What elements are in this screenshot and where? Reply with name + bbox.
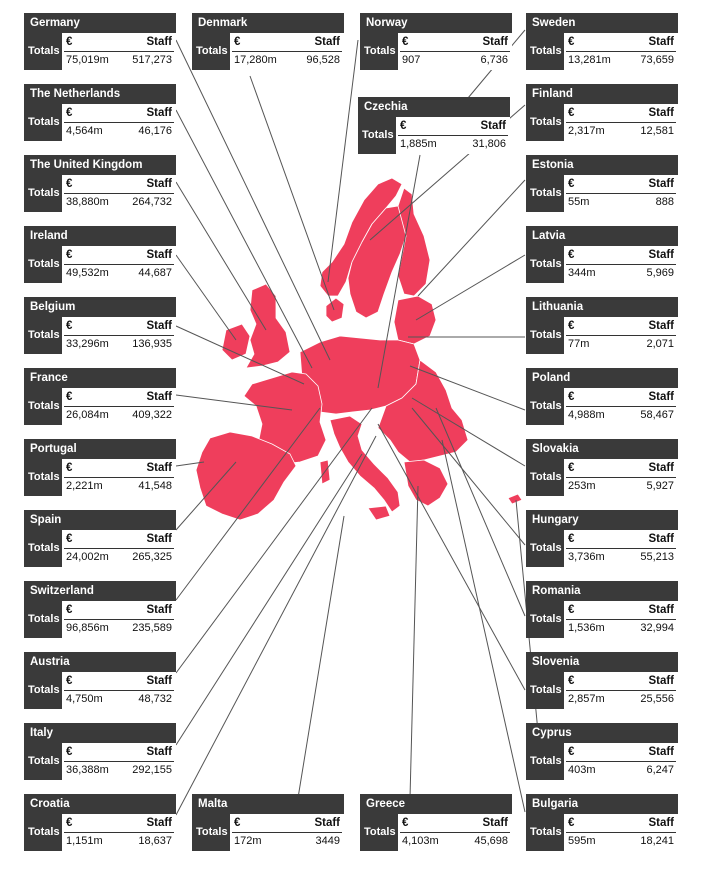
staff-header: Staff xyxy=(146,36,172,48)
divider xyxy=(566,193,676,194)
card-body xyxy=(192,814,344,851)
card-body xyxy=(24,743,176,780)
country-card-ireland xyxy=(24,226,176,283)
card-body xyxy=(526,33,678,70)
country-card-estonia xyxy=(526,155,678,212)
eur-value: 33,296m xyxy=(66,338,109,350)
country-card-poland xyxy=(526,368,678,425)
staff-value: 5,927 xyxy=(646,480,674,492)
currency-header: € xyxy=(402,36,409,48)
staff-value: 18,637 xyxy=(138,835,172,847)
eur-value: 49,532m xyxy=(66,267,109,279)
currency-header: € xyxy=(66,746,73,758)
staff-value: 18,241 xyxy=(640,835,674,847)
country-card-czechia xyxy=(358,97,510,154)
staff-header: Staff xyxy=(146,533,172,545)
staff-header: Staff xyxy=(146,178,172,190)
totals-label: Totals xyxy=(526,459,564,496)
eur-value: 26,084m xyxy=(66,409,109,421)
totals-label: Totals xyxy=(526,33,564,70)
staff-header: Staff xyxy=(146,675,172,687)
card-body xyxy=(24,104,176,141)
divider xyxy=(566,761,676,762)
country-card-romania xyxy=(526,581,678,638)
country-card-the-united-kingdom xyxy=(24,155,176,212)
divider xyxy=(64,193,174,194)
totals-label: Totals xyxy=(24,317,62,354)
divider xyxy=(64,832,174,833)
country-name: Lithuania xyxy=(526,297,678,317)
divider xyxy=(64,51,174,52)
eur-value: 55m xyxy=(568,196,590,208)
divider xyxy=(566,619,676,620)
eur-value: 1,885m xyxy=(400,138,437,150)
leader-line-latvia xyxy=(416,255,525,320)
divider xyxy=(64,335,174,336)
currency-header: € xyxy=(568,249,575,261)
totals-label: Totals xyxy=(526,175,564,212)
staff-header: Staff xyxy=(314,817,340,829)
eur-value: 96,856m xyxy=(66,622,109,634)
country-card-cyprus xyxy=(526,723,678,780)
divider xyxy=(64,761,174,762)
card-body xyxy=(526,104,678,141)
totals-label: Totals xyxy=(526,672,564,709)
country-name: Norway xyxy=(360,13,512,33)
totals-label: Totals xyxy=(24,246,62,283)
country-name: Cyprus xyxy=(526,723,678,743)
currency-header: € xyxy=(568,533,575,545)
eur-value: 38,880m xyxy=(66,196,109,208)
currency-header: € xyxy=(568,107,575,119)
card-body xyxy=(192,33,344,70)
country-name: Czechia xyxy=(358,97,510,117)
eur-value: 4,750m xyxy=(66,693,103,705)
currency-header: € xyxy=(66,817,73,829)
card-body xyxy=(24,530,176,567)
totals-label: Totals xyxy=(192,33,230,70)
country-name: Spain xyxy=(24,510,176,530)
card-body xyxy=(526,530,678,567)
eur-value: 17,280m xyxy=(234,54,277,66)
staff-header: Staff xyxy=(648,320,674,332)
country-card-malta xyxy=(192,794,344,851)
country-name: Italy xyxy=(24,723,176,743)
country-name: France xyxy=(24,368,176,388)
divider xyxy=(64,548,174,549)
staff-header: Staff xyxy=(648,817,674,829)
staff-value: 409,322 xyxy=(132,409,172,421)
eur-value: 1,151m xyxy=(66,835,103,847)
staff-header: Staff xyxy=(648,675,674,687)
staff-value: 44,687 xyxy=(138,267,172,279)
card-body xyxy=(526,246,678,283)
totals-label: Totals xyxy=(360,33,398,70)
currency-header: € xyxy=(568,817,575,829)
card-body xyxy=(526,672,678,709)
staff-header: Staff xyxy=(648,462,674,474)
country-card-the-netherlands xyxy=(24,84,176,141)
divider xyxy=(398,135,508,136)
totals-label: Totals xyxy=(526,530,564,567)
staff-header: Staff xyxy=(146,817,172,829)
country-card-switzerland xyxy=(24,581,176,638)
country-card-greece xyxy=(360,794,512,851)
country-card-austria xyxy=(24,652,176,709)
country-name: The United Kingdom xyxy=(24,155,176,175)
eur-value: 2,221m xyxy=(66,480,103,492)
leader-line-ireland xyxy=(176,255,236,340)
currency-header: € xyxy=(66,462,73,474)
totals-label: Totals xyxy=(526,601,564,638)
eur-value: 4,988m xyxy=(568,409,605,421)
country-name: Slovakia xyxy=(526,439,678,459)
staff-header: Staff xyxy=(648,36,674,48)
currency-header: € xyxy=(402,817,409,829)
card-body xyxy=(24,33,176,70)
leader-line-estonia xyxy=(418,180,525,296)
staff-value: 3449 xyxy=(315,835,340,847)
cyprus-shape xyxy=(508,494,522,504)
divider xyxy=(566,264,676,265)
card-body xyxy=(24,317,176,354)
staff-header: Staff xyxy=(648,604,674,616)
country-card-france xyxy=(24,368,176,425)
country-card-slovakia xyxy=(526,439,678,496)
totals-label: Totals xyxy=(526,104,564,141)
staff-value: 292,155 xyxy=(132,764,172,776)
staff-header: Staff xyxy=(146,249,172,261)
eur-value: 13,281m xyxy=(568,54,611,66)
staff-header: Staff xyxy=(146,604,172,616)
totals-label: Totals xyxy=(526,317,564,354)
country-name: Portugal xyxy=(24,439,176,459)
eur-value: 2,317m xyxy=(568,125,605,137)
staff-value: 58,467 xyxy=(640,409,674,421)
country-name: Croatia xyxy=(24,794,176,814)
eur-value: 907 xyxy=(402,54,421,66)
staff-header: Staff xyxy=(648,391,674,403)
currency-header: € xyxy=(568,391,575,403)
country-name: Malta xyxy=(192,794,344,814)
staff-value: 6,736 xyxy=(480,54,508,66)
card-body xyxy=(526,459,678,496)
staff-header: Staff xyxy=(146,462,172,474)
currency-header: € xyxy=(568,604,575,616)
country-card-germany xyxy=(24,13,176,70)
divider xyxy=(64,619,174,620)
country-name: Switzerland xyxy=(24,581,176,601)
totals-label: Totals xyxy=(24,743,62,780)
totals-label: Totals xyxy=(24,459,62,496)
divider xyxy=(566,335,676,336)
card-body xyxy=(24,246,176,283)
country-card-lithuania xyxy=(526,297,678,354)
country-card-slovenia xyxy=(526,652,678,709)
divider xyxy=(566,51,676,52)
country-name: Sweden xyxy=(526,13,678,33)
card-body xyxy=(360,33,512,70)
country-name: Ireland xyxy=(24,226,176,246)
country-name: Greece xyxy=(360,794,512,814)
totals-label: Totals xyxy=(192,814,230,851)
totals-label: Totals xyxy=(526,388,564,425)
eur-value: 4,103m xyxy=(402,835,439,847)
card-body xyxy=(24,601,176,638)
currency-header: € xyxy=(400,120,407,132)
staff-header: Staff xyxy=(648,107,674,119)
leader-line-greece xyxy=(410,486,418,798)
card-body xyxy=(24,388,176,425)
country-name: Estonia xyxy=(526,155,678,175)
staff-value: 517,273 xyxy=(132,54,172,66)
staff-value: 5,969 xyxy=(646,267,674,279)
country-name: Hungary xyxy=(526,510,678,530)
country-name: Bulgaria xyxy=(526,794,678,814)
currency-header: € xyxy=(568,462,575,474)
divider xyxy=(64,264,174,265)
country-card-latvia xyxy=(526,226,678,283)
staff-value: 46,176 xyxy=(138,125,172,137)
divider xyxy=(400,832,510,833)
currency-header: € xyxy=(66,604,73,616)
card-body xyxy=(24,459,176,496)
eur-value: 77m xyxy=(568,338,590,350)
currency-header: € xyxy=(66,675,73,687)
card-body xyxy=(526,601,678,638)
denmark-shape xyxy=(326,298,344,322)
card-body xyxy=(526,317,678,354)
country-name: Latvia xyxy=(526,226,678,246)
eur-value: 2,857m xyxy=(568,693,605,705)
staff-header: Staff xyxy=(648,533,674,545)
country-card-belgium xyxy=(24,297,176,354)
country-card-sweden xyxy=(526,13,678,70)
totals-label: Totals xyxy=(526,814,564,851)
currency-header: € xyxy=(66,249,73,261)
staff-header: Staff xyxy=(482,817,508,829)
leader-line-slovenia xyxy=(378,424,525,690)
ireland-shape xyxy=(222,324,250,360)
totals-label: Totals xyxy=(24,530,62,567)
totals-label: Totals xyxy=(24,601,62,638)
totals-label: Totals xyxy=(24,175,62,212)
eur-value: 344m xyxy=(568,267,596,279)
country-card-portugal xyxy=(24,439,176,496)
currency-header: € xyxy=(568,320,575,332)
country-card-norway xyxy=(360,13,512,70)
currency-header: € xyxy=(568,36,575,48)
card-body xyxy=(360,814,512,851)
country-name: Poland xyxy=(526,368,678,388)
staff-value: 888 xyxy=(655,196,674,208)
card-body xyxy=(526,814,678,851)
divider xyxy=(566,548,676,549)
staff-header: Staff xyxy=(146,107,172,119)
totals-label: Totals xyxy=(24,672,62,709)
country-card-italy xyxy=(24,723,176,780)
currency-header: € xyxy=(66,107,73,119)
eur-value: 75,019m xyxy=(66,54,109,66)
staff-value: 41,548 xyxy=(138,480,172,492)
currency-header: € xyxy=(568,746,575,758)
card-body xyxy=(526,743,678,780)
staff-header: Staff xyxy=(314,36,340,48)
divider xyxy=(232,51,342,52)
staff-header: Staff xyxy=(648,178,674,190)
staff-value: 96,528 xyxy=(306,54,340,66)
staff-value: 136,935 xyxy=(132,338,172,350)
staff-value: 73,659 xyxy=(640,54,674,66)
divider xyxy=(64,477,174,478)
staff-value: 25,556 xyxy=(640,693,674,705)
staff-header: Staff xyxy=(480,120,506,132)
staff-header: Staff xyxy=(146,746,172,758)
country-card-finland xyxy=(526,84,678,141)
staff-header: Staff xyxy=(648,249,674,261)
staff-value: 45,698 xyxy=(474,835,508,847)
eur-value: 595m xyxy=(568,835,596,847)
currency-header: € xyxy=(66,36,73,48)
divider xyxy=(64,690,174,691)
country-name: Finland xyxy=(526,84,678,104)
totals-label: Totals xyxy=(24,814,62,851)
sicily-shape xyxy=(368,506,390,520)
uk-shape xyxy=(246,284,290,368)
staff-value: 2,071 xyxy=(646,338,674,350)
totals-label: Totals xyxy=(526,246,564,283)
card-body xyxy=(24,175,176,212)
eur-value: 403m xyxy=(568,764,596,776)
totals-label: Totals xyxy=(24,104,62,141)
staff-value: 31,806 xyxy=(472,138,506,150)
totals-label: Totals xyxy=(24,388,62,425)
currency-header: € xyxy=(66,533,73,545)
country-name: Slovenia xyxy=(526,652,678,672)
currency-header: € xyxy=(568,178,575,190)
currency-header: € xyxy=(66,320,73,332)
country-name: Denmark xyxy=(192,13,344,33)
staff-value: 48,732 xyxy=(138,693,172,705)
eur-value: 24,002m xyxy=(66,551,109,563)
card-body xyxy=(526,175,678,212)
country-card-croatia xyxy=(24,794,176,851)
country-name: Belgium xyxy=(24,297,176,317)
eur-value: 253m xyxy=(568,480,596,492)
country-card-denmark xyxy=(192,13,344,70)
country-name: Romania xyxy=(526,581,678,601)
divider xyxy=(566,477,676,478)
staff-value: 12,581 xyxy=(640,125,674,137)
divider xyxy=(566,406,676,407)
currency-header: € xyxy=(234,817,241,829)
card-body xyxy=(358,117,510,154)
staff-value: 55,213 xyxy=(640,551,674,563)
country-card-hungary xyxy=(526,510,678,567)
divider xyxy=(64,122,174,123)
country-card-spain xyxy=(24,510,176,567)
staff-value: 235,589 xyxy=(132,622,172,634)
totals-label: Totals xyxy=(526,743,564,780)
staff-value: 32,994 xyxy=(640,622,674,634)
card-body xyxy=(24,672,176,709)
eur-value: 3,736m xyxy=(568,551,605,563)
staff-value: 264,732 xyxy=(132,196,172,208)
card-body xyxy=(526,388,678,425)
divider xyxy=(232,832,342,833)
staff-header: Staff xyxy=(146,391,172,403)
currency-header: € xyxy=(66,391,73,403)
eur-value: 4,564m xyxy=(66,125,103,137)
country-name: The Netherlands xyxy=(24,84,176,104)
eur-value: 172m xyxy=(234,835,262,847)
country-card-bulgaria xyxy=(526,794,678,851)
divider xyxy=(566,832,676,833)
totals-label: Totals xyxy=(360,814,398,851)
currency-header: € xyxy=(66,178,73,190)
divider xyxy=(400,51,510,52)
country-name: Germany xyxy=(24,13,176,33)
divider xyxy=(566,690,676,691)
divider xyxy=(566,122,676,123)
country-name: Austria xyxy=(24,652,176,672)
currency-header: € xyxy=(568,675,575,687)
currency-header: € xyxy=(234,36,241,48)
eur-value: 36,388m xyxy=(66,764,109,776)
totals-label: Totals xyxy=(358,117,396,154)
leader-line-malta xyxy=(298,516,344,798)
totals-label: Totals xyxy=(24,33,62,70)
eur-value: 1,536m xyxy=(568,622,605,634)
staff-header: Staff xyxy=(648,746,674,758)
divider xyxy=(64,406,174,407)
staff-value: 265,325 xyxy=(132,551,172,563)
staff-header: Staff xyxy=(482,36,508,48)
card-body xyxy=(24,814,176,851)
staff-value: 6,247 xyxy=(646,764,674,776)
staff-header: Staff xyxy=(146,320,172,332)
